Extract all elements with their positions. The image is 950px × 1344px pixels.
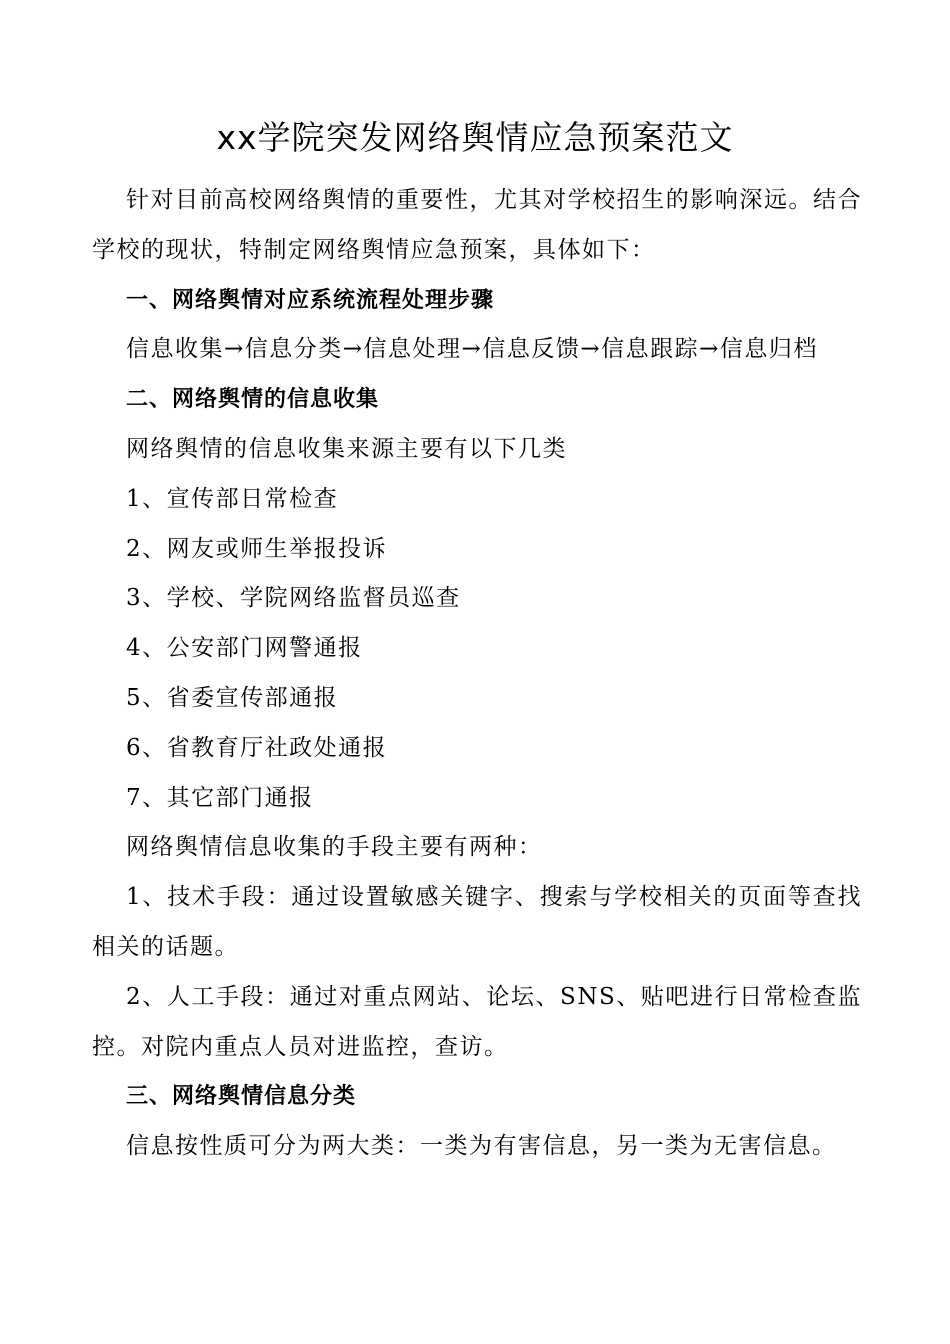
section-2-heading: 二、网络舆情的信息收集	[126, 387, 380, 413]
source-item: 4、公安部门网警通报	[126, 635, 363, 662]
sources-intro-paragraph: 网络舆情的信息收集来源主要有以下几类	[126, 435, 567, 462]
source-item: 1、宣传部日常检查	[126, 485, 339, 512]
intro-paragraph: 针对目前高校网络舆情的重要性，尤其对学校招生的影响深远。结合学校的现状，特制定网络舆情应急预案，具体如下：	[92, 187, 862, 263]
source-item: 6、省教育厅社政处通报	[126, 734, 388, 761]
classification-paragraph: 信息按性质可分为两大类：一类为有害信息，另一类为无害信息。	[126, 1133, 837, 1160]
source-item: 2、网友或师生举报投诉	[126, 535, 388, 562]
methods-intro-paragraph: 网络舆情信息收集的手段主要有两种：	[126, 834, 543, 861]
section-3-heading: 三、网络舆情信息分类	[126, 1084, 357, 1110]
source-item: 5、省委宣传部通报	[126, 684, 339, 711]
source-item: 7、其它部门通报	[126, 784, 314, 811]
source-item: 3、学校、学院网络监督员巡查	[126, 585, 461, 612]
document-title: xx学院突发网络舆情应急预案范文	[216, 118, 734, 157]
document-body	[92, 176, 862, 1172]
method-item: 2、人工手段：通过对重点网站、论坛、SNS、贴吧进行日常检查监控。对院内重点人员对进监控，查访。	[92, 983, 862, 1060]
method-item: 1、技术手段：通过设置敏感关键字、搜索与学校相关的页面等查找相关的话题。	[92, 884, 862, 960]
section-1-heading: 一、网络舆情对应系统流程处理步骤	[126, 287, 495, 313]
process-flow-paragraph: 信息收集→信息分类→信息处理→信息反馈→信息跟踪→信息归档	[126, 336, 818, 363]
